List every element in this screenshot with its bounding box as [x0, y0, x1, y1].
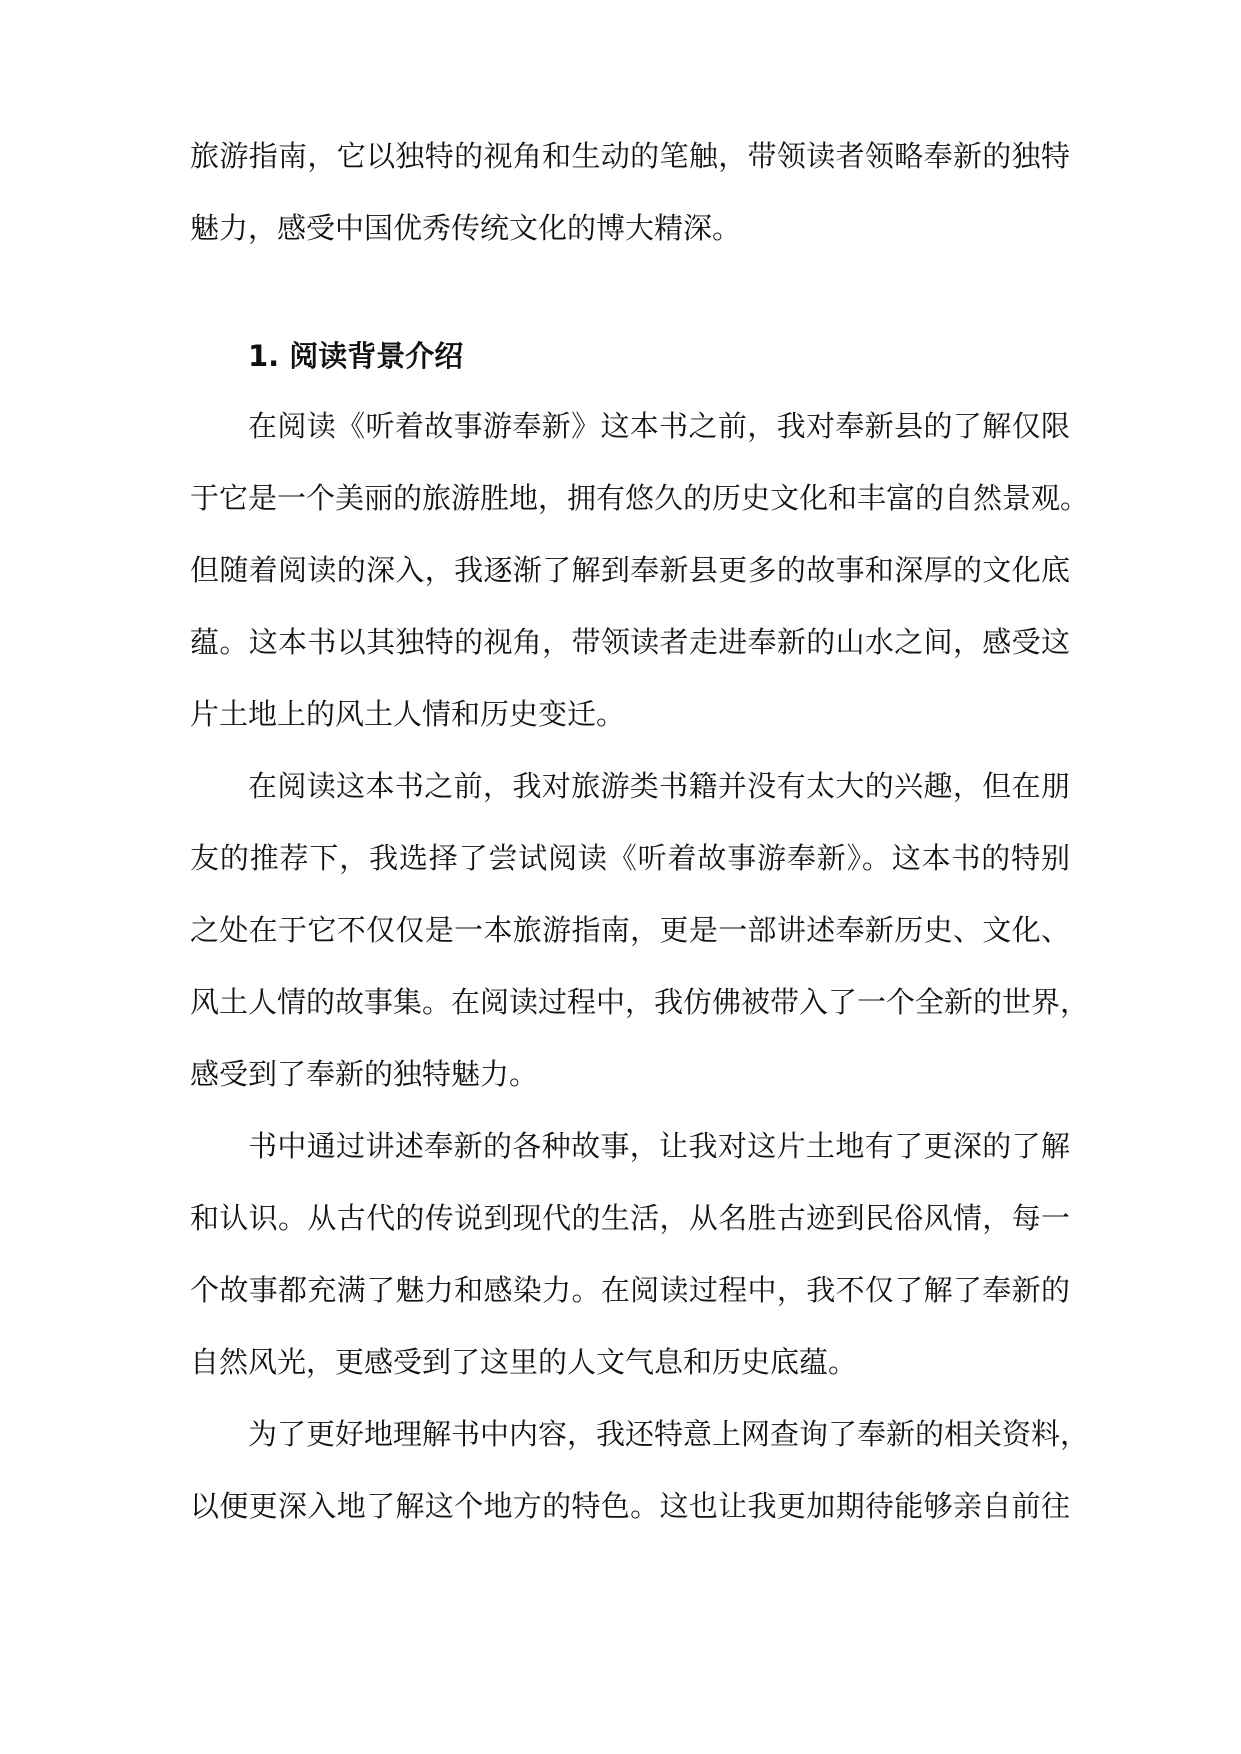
- paragraph-line: 和认识。从古代的传说到现代的生活，从名胜古迹到民俗风情，每一: [190, 1201, 1070, 1235]
- paragraph-line: 为了更好地理解书中内容，我还特意上网查询了奉新的相关资料，: [248, 1417, 1090, 1451]
- paragraph-line: 自然风光，更感受到了这里的人文气息和历史底蕴。: [190, 1345, 858, 1379]
- intro-line: 旅游指南，它以独特的视角和生动的笔触，带领读者领略奉新的独特: [190, 139, 1070, 173]
- paragraph-line: 蕴。这本书以其独特的视角，带领读者走进奉新的山水之间，感受这: [190, 625, 1070, 659]
- section-heading: 1. 阅读背景介绍: [248, 339, 464, 373]
- paragraph-line: 感受到了奉新的独特魅力。: [190, 1057, 539, 1091]
- paragraph-line: 友的推荐下，我选择了尝试阅读《听着故事游奉新》。这本书的特别: [190, 841, 1070, 875]
- paragraph-line: 以便更深入地了解这个地方的特色。这也让我更加期待能够亲自前往: [190, 1489, 1070, 1523]
- paragraph-line: 风土人情的故事集。在阅读过程中，我仿佛被带入了一个全新的世界，: [190, 985, 1090, 1019]
- paragraph-line: 于它是一个美丽的旅游胜地，拥有悠久的历史文化和丰富的自然景观。: [190, 481, 1090, 515]
- intro-line: 魅力，感受中国优秀传统文化的博大精深。: [190, 211, 742, 245]
- paragraph-line: 在阅读这本书之前，我对旅游类书籍并没有太大的兴趣，但在朋: [248, 769, 1070, 803]
- paragraph-line: 在阅读《听着故事游奉新》这本书之前，我对奉新县的了解仅限: [248, 409, 1070, 443]
- paragraph-line: 片土地上的风土人情和历史变迁。: [190, 697, 626, 731]
- paragraph-line: 个故事都充满了魅力和感染力。在阅读过程中，我不仅了解了奉新的: [190, 1273, 1070, 1307]
- paragraph-line: 但随着阅读的深入，我逐渐了解到奉新县更多的故事和深厚的文化底: [190, 553, 1070, 587]
- paragraph-line: 书中通过讲述奉新的各种故事，让我对这片土地有了更深的了解: [248, 1129, 1070, 1163]
- paragraph-line: 之处在于它不仅仅是一本旅游指南，更是一部讲述奉新历史、文化、: [190, 913, 1070, 947]
